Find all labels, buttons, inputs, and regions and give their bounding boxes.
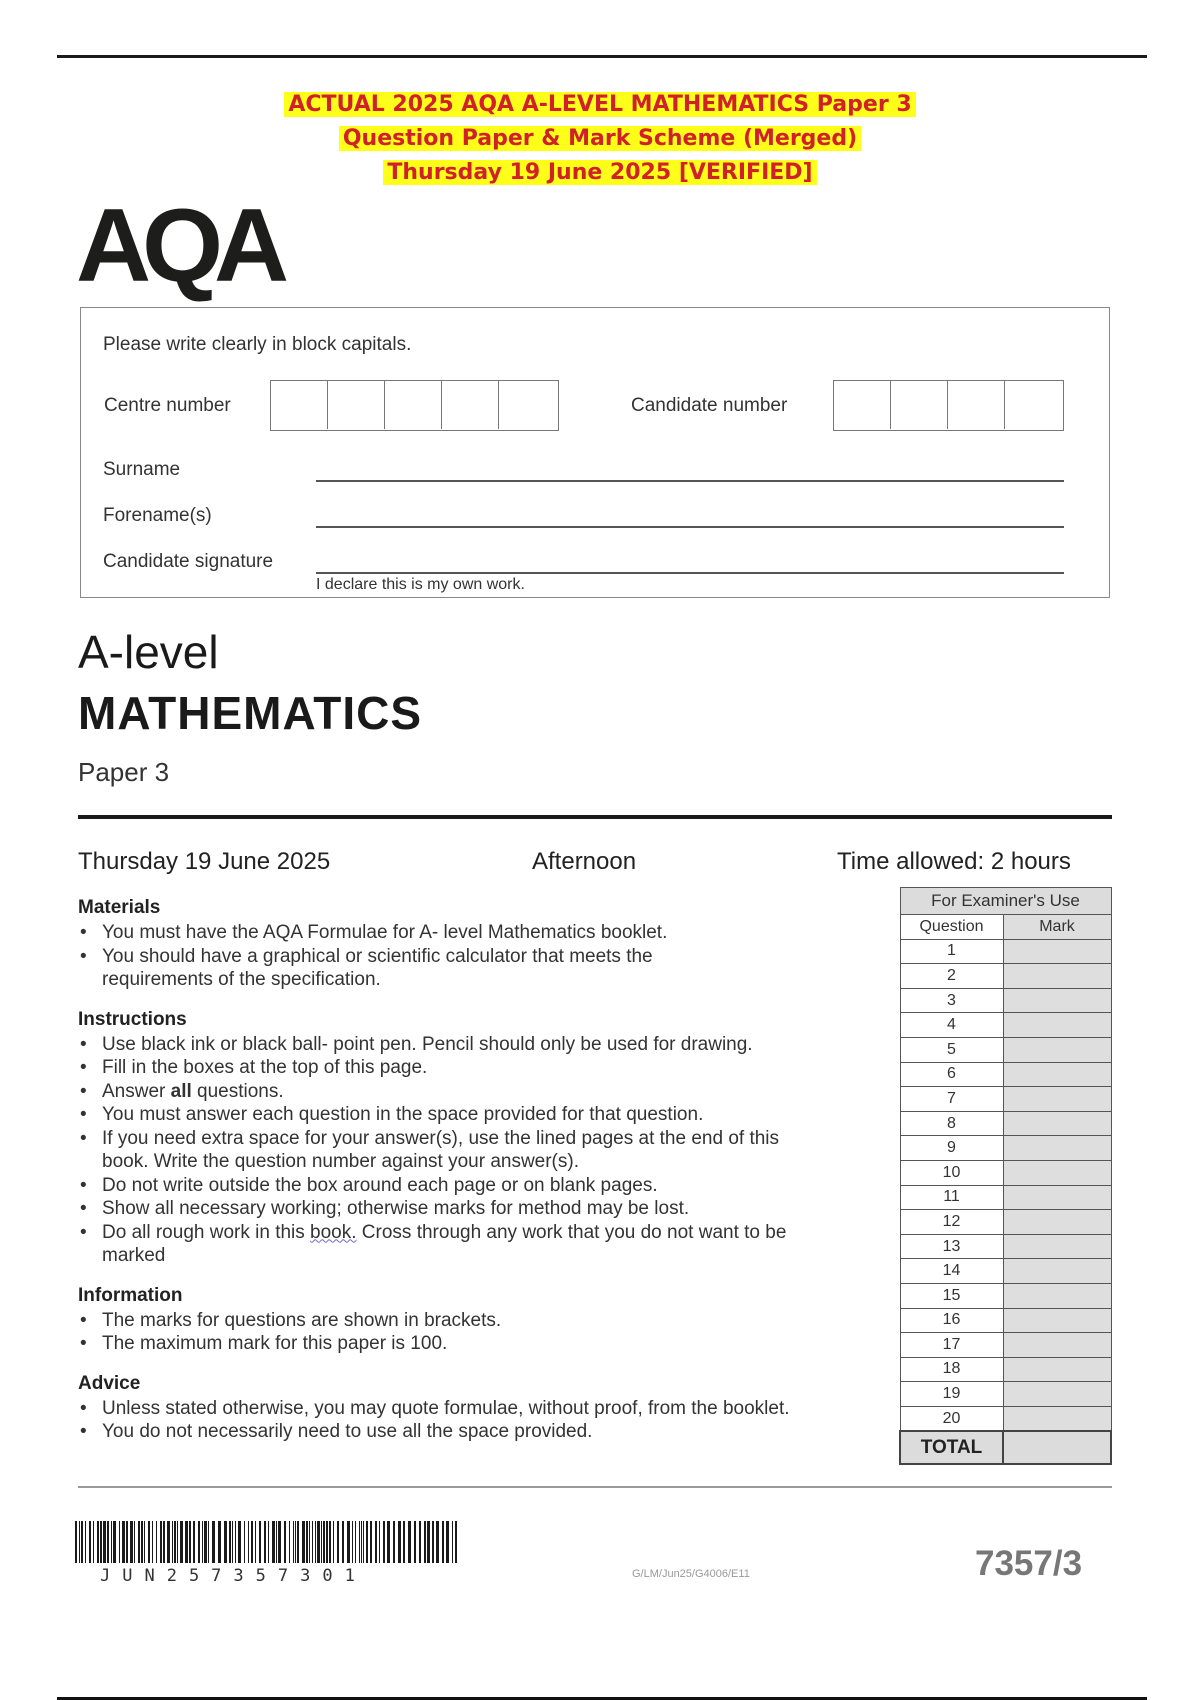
banner-line-2: Question Paper & Mark Scheme (Merged) [339,126,861,151]
barcode-bar [160,1521,162,1563]
barcode-text: JUN257357301 [100,1566,367,1586]
mark-cell [1003,1382,1111,1407]
question-row [900,1234,1111,1259]
barcode-bar [306,1521,308,1563]
advice-item: • You do not necessarily need to use all the space provided. [78,1420,878,1444]
barcode-bar [204,1521,207,1563]
question-number: 12 [900,1210,1003,1235]
barcode-bar [126,1521,128,1563]
barcode-bar [144,1521,145,1563]
mark-cell [1003,939,1111,964]
barcode-bar [408,1521,411,1563]
mark-cell [1003,1333,1111,1358]
mark-cell [1003,1283,1111,1308]
question-row [900,1037,1111,1062]
barcode-bar [383,1521,385,1563]
question-row [900,1160,1111,1185]
exam-session: Afternoon [532,848,637,875]
barcode-bar [375,1521,377,1563]
barcode-bar [180,1521,183,1563]
barcode-bar [278,1521,281,1563]
question-number: 5 [900,1037,1003,1062]
barcode-bar [97,1521,99,1563]
barcode-bar [111,1521,112,1563]
barcode-bar [107,1521,109,1563]
barcode-bar [134,1521,135,1563]
question-number: 13 [900,1234,1003,1259]
barcode-bar [363,1521,364,1563]
question-number: 19 [900,1382,1003,1407]
barcode-bar [138,1521,140,1563]
document-reference: G/LM/Jun25/G4006/E11 [632,1568,750,1580]
barcode-bar [309,1521,310,1563]
question-row [900,1382,1111,1407]
centre-number-cell[interactable] [499,381,555,429]
instructions-item: • Do not write outside the box around each page or on blank pages. [78,1174,878,1198]
question-row [900,1259,1111,1284]
candidate-number-cell[interactable] [891,381,948,429]
barcode-bar [452,1521,453,1563]
instructions-item: • You must answer each question in the space provided for that question. [78,1103,878,1127]
question-number: 16 [900,1308,1003,1333]
information-item: • The maximum mark for this paper is 100. [78,1332,878,1356]
question-number: 11 [900,1185,1003,1210]
barcode-bar [130,1521,133,1563]
question-number: 20 [900,1406,1003,1431]
front-page-instructions [78,897,878,1461]
total-mark-cell [1003,1431,1111,1464]
examiners-use-table [899,887,1112,1465]
barcode-bar [289,1521,290,1563]
barcode-bar [156,1521,157,1563]
barcode-bar [174,1521,176,1563]
mark-cell [1003,1087,1111,1112]
materials-item: • You must have the AQA Formulae for A- level Mathematics booklet. [78,921,878,945]
mark-cell [1003,1259,1111,1284]
question-row [900,1087,1111,1112]
mark-cell [1003,1210,1111,1235]
information-item: • The marks for questions are shown in brackets. [78,1309,878,1333]
barcode-bar [152,1521,153,1563]
barcode-bar [113,1521,116,1563]
question-row [900,939,1111,964]
barcode-bar [432,1521,434,1563]
question-row [900,1111,1111,1136]
information-heading: Information [78,1284,183,1306]
mark-cell [1003,1062,1111,1087]
centre-number-cell[interactable] [385,381,442,429]
question-row [900,1333,1111,1358]
question-number: 17 [900,1333,1003,1358]
mark-cell [1003,1357,1111,1382]
barcode-bar [229,1521,231,1563]
question-number: 3 [900,988,1003,1013]
barcode-bar [163,1521,165,1563]
question-row [900,1136,1111,1161]
title-rule [78,815,1112,819]
forenames-label: Forename(s) [103,505,212,526]
barcode-bar [148,1521,150,1563]
barcode-bar [268,1521,269,1563]
barcode-bar [419,1521,421,1563]
barcode-bar [276,1521,277,1563]
barcode-bar [251,1521,253,1563]
barcode-bar [355,1521,356,1563]
paper-number: Paper 3 [78,757,170,787]
question-number: 14 [900,1259,1003,1284]
centre-number-cell[interactable] [442,381,499,429]
banner-line-1: ACTUAL 2025 AQA A-LEVEL MATHEMATICS Paper 3 [284,92,915,117]
barcode-bar [337,1521,339,1563]
question-number: 2 [900,964,1003,989]
block-capitals-instruction: Please write clearly in block capitals. [103,334,412,355]
barcode-bar [272,1521,275,1563]
subject-title: MATHEMATICS [78,687,423,739]
barcode-bar [295,1521,296,1563]
barcode-bar [75,1521,77,1563]
aqa-logo: AQA [76,188,281,304]
barcode-bar [255,1521,256,1563]
barcode-bar [93,1521,94,1563]
question-number: 18 [900,1357,1003,1382]
exam-date: Thursday 19 June 2025 [78,848,331,875]
answer-all-pre: Answer [102,1080,171,1102]
barcode-bar [321,1521,322,1563]
instructions-item: • Show all necessary working; otherwise marks for method may be lost. [78,1197,878,1221]
question-row [900,1210,1111,1235]
barcode-bar [218,1521,221,1563]
barcode-bar [264,1521,266,1563]
barcode-bar [103,1521,106,1563]
question-row [900,964,1111,989]
instructions-item [78,1080,878,1104]
candidate-details-box [80,307,1110,598]
title-banner [0,88,1200,190]
candidate-number-cell[interactable] [948,381,1005,429]
question-number: 1 [900,939,1003,964]
footer-rule [78,1486,1112,1488]
mark-cell [1003,964,1111,989]
rough-work-post: Cross through any work that you do not want to be marked [102,1221,787,1266]
barcode-bar [436,1521,439,1563]
information-section [78,1285,878,1356]
answer-all-post: questions. [191,1080,284,1102]
barcode-bar [232,1521,233,1563]
barcode-bar [189,1521,191,1563]
barcode-bar [347,1521,350,1563]
barcode-bar [297,1521,299,1563]
question-row [900,988,1111,1013]
barcode-bar [202,1521,203,1563]
mark-column-header: Mark [1003,915,1111,940]
forenames-field[interactable] [316,526,1064,528]
examiners-use-title: For Examiner's Use [900,888,1111,915]
instructions-item [78,1221,878,1268]
candidate-number-cell[interactable] [1005,381,1061,429]
rough-work-pre: Do all rough work in this [102,1221,311,1243]
mark-cell [1003,1234,1111,1259]
surname-label: Surname [103,459,181,480]
surname-field[interactable] [316,480,1064,482]
instructions-section [78,1009,878,1268]
barcode-bar [141,1521,143,1563]
barcode-bar [398,1521,401,1563]
barcode-bar [198,1521,200,1563]
barcode-bar [403,1521,405,1563]
barcode-bar [167,1521,170,1563]
question-number: 15 [900,1283,1003,1308]
barcode-bar [455,1521,457,1563]
barcode-bar [212,1521,215,1563]
materials-section [78,897,878,992]
barcode-bar [248,1521,249,1563]
question-row [900,1406,1111,1431]
barcode-bar [193,1521,195,1563]
barcode-bar [315,1521,316,1563]
barcode-bar [177,1521,178,1563]
barcode-bar [224,1521,227,1563]
instructions-item: • Use black ink or black ball- point pen. Pencil should only be used for drawing. [78,1033,878,1057]
question-row [900,1308,1111,1333]
instructions-item: • Fill in the boxes at the top of this page. [78,1056,878,1080]
barcode-bar [333,1521,334,1563]
barcode-bar [446,1521,449,1563]
materials-item: • You should have a graphical or scientific calculator that meets the requirements of the specification. [78,945,878,992]
question-row [900,1013,1111,1038]
question-row [900,1283,1111,1308]
barcode-bar [122,1521,125,1563]
question-number: 10 [900,1160,1003,1185]
declaration-text: I declare this is my own work. [316,576,525,593]
barcode-bar [81,1521,83,1563]
barcode-bar [100,1521,102,1563]
banner-line-3: Thursday 19 June 2025 [VERIFIED] [383,160,816,185]
barcode-bar [387,1521,390,1563]
answer-all-bold: all [170,1080,192,1102]
centre-number-cell[interactable] [271,381,328,429]
question-column-header: Question [900,915,1003,940]
barcode-bar [393,1521,395,1563]
mark-cell [1003,1308,1111,1333]
barcode-bar [284,1521,286,1563]
instructions-heading: Instructions [78,1008,187,1030]
barcode-bar [312,1521,313,1563]
barcode-bar [85,1521,86,1563]
advice-heading: Advice [78,1372,141,1394]
total-label: TOTAL [900,1431,1003,1464]
barcode-bar [317,1521,320,1563]
question-number: 9 [900,1136,1003,1161]
mark-cell [1003,988,1111,1013]
mark-cell [1003,1013,1111,1038]
mark-cell [1003,1136,1111,1161]
candidate-number-field[interactable] [833,380,1064,431]
advice-item: • Unless stated otherwise, you may quote formulae, without proof, from the booklet. [78,1397,878,1421]
barcode-bar [244,1521,245,1563]
top-rule [57,55,1147,58]
question-row [900,1357,1111,1382]
barcode-bar [361,1521,362,1563]
barcode-bar [185,1521,188,1563]
barcode-bar [427,1521,430,1563]
spellcheck-squiggle: book. [310,1221,357,1243]
barcode-bar [326,1521,328,1563]
paper-code: 7357/3 [975,1544,1083,1583]
barcode-bar [89,1521,91,1563]
barcode-bar [414,1521,416,1563]
materials-heading: Materials [78,897,161,918]
time-allowed: Time allowed: 2 hours [837,848,1071,875]
barcode-bar [359,1521,360,1563]
barcode-bar [329,1521,331,1563]
barcode-bar [424,1521,426,1563]
mark-cell [1003,1185,1111,1210]
barcode-bar [259,1521,261,1563]
barcode-bar [238,1521,241,1563]
qualification-level: A-level [78,626,219,678]
candidate-number-label: Candidate number [631,395,788,416]
signature-label: Candidate signature [103,551,274,572]
candidate-number-cell[interactable] [834,381,891,429]
mark-cell [1003,1111,1111,1136]
barcode-bar [208,1521,209,1563]
barcode-bar [323,1521,325,1563]
question-row [900,1185,1111,1210]
question-number: 6 [900,1062,1003,1087]
mark-cell [1003,1037,1111,1062]
barcode-bar [79,1521,80,1563]
centre-number-label: Centre number [104,395,231,416]
signature-field[interactable] [316,572,1064,574]
instructions-item: • If you need extra space for your answer(s), use the lined pages at the end of this book. Write the question number against your answer(s). [78,1127,878,1174]
barcode-bar [379,1521,380,1563]
mark-cell [1003,1406,1111,1431]
mark-cell [1003,1160,1111,1185]
centre-number-field[interactable] [270,380,559,431]
centre-number-cell[interactable] [328,381,385,429]
barcode-bar [352,1521,353,1563]
question-number: 4 [900,1013,1003,1038]
barcode-bar [172,1521,173,1563]
barcode-bar [235,1521,236,1563]
barcode-bar [342,1521,344,1563]
barcode-bar [370,1521,372,1563]
barcode-bar [293,1521,294,1563]
total-row [900,1431,1111,1464]
barcode-bar [119,1521,120,1563]
barcode-bar [366,1521,368,1563]
question-number: 8 [900,1111,1003,1136]
barcode-bar [302,1521,305,1563]
question-number: 7 [900,1087,1003,1112]
barcode-bar [442,1521,444,1563]
question-row [900,1062,1111,1087]
advice-section [78,1373,878,1444]
